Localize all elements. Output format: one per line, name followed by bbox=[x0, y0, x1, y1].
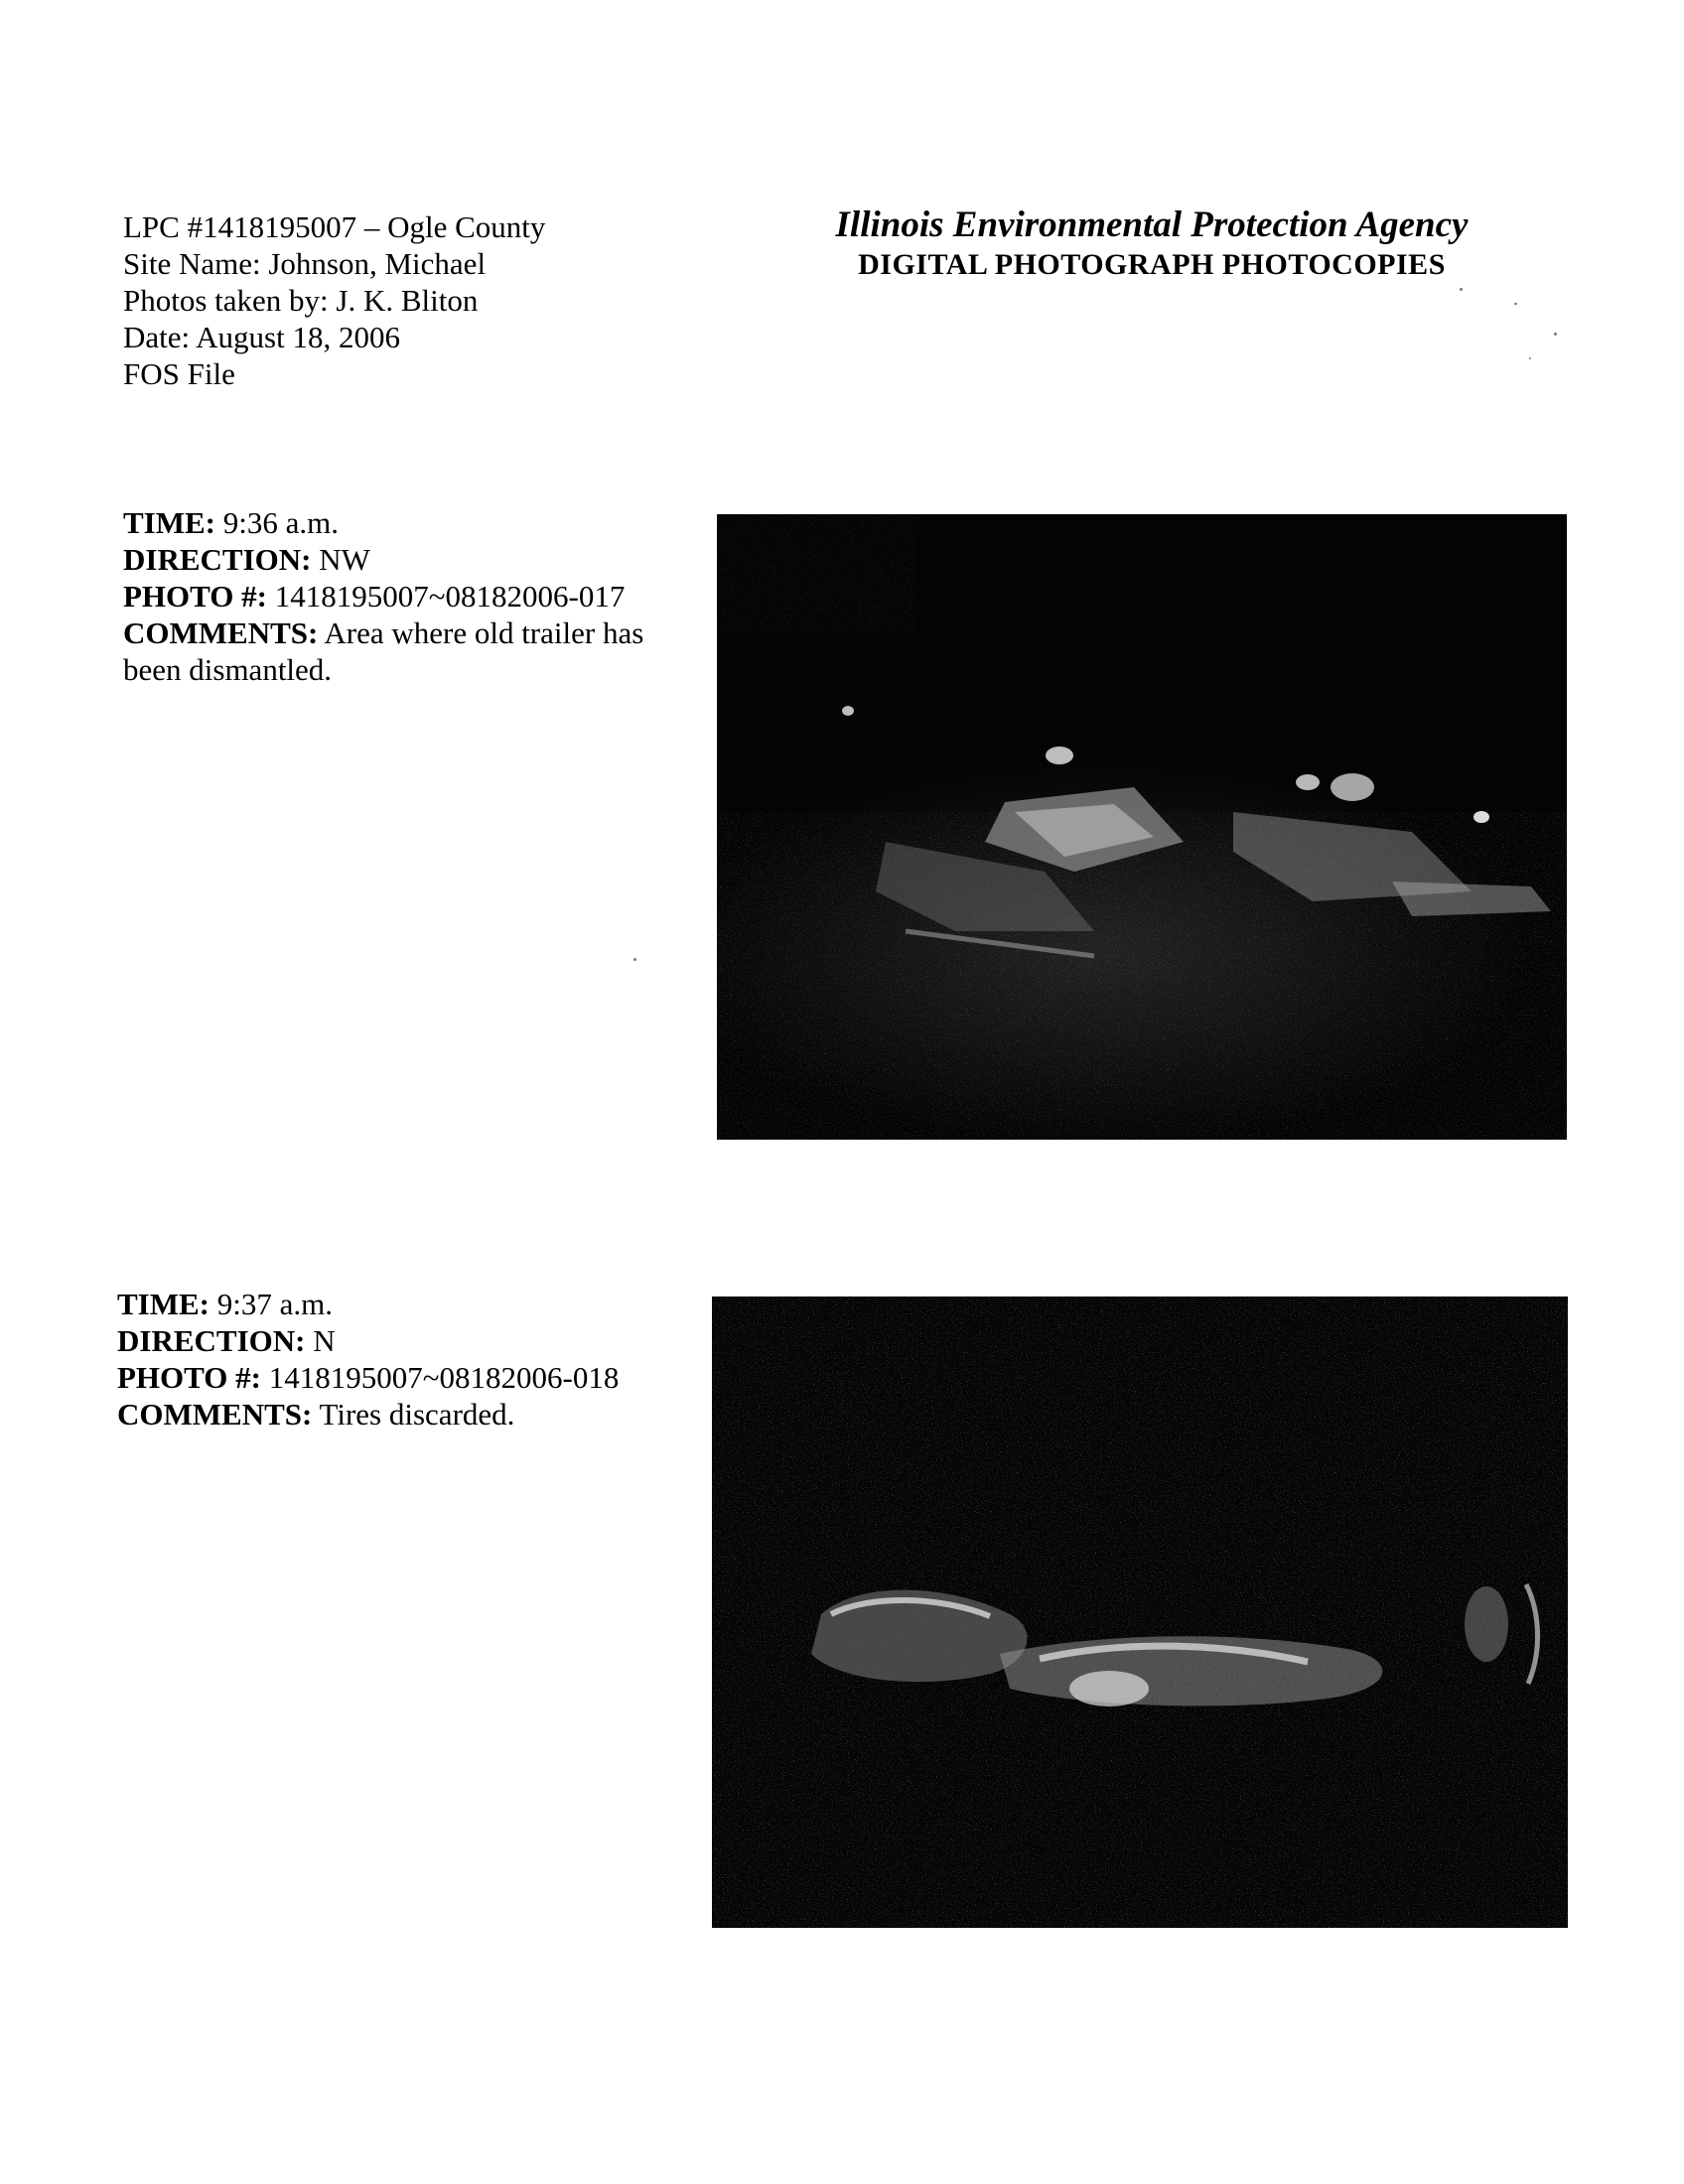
scan-speck bbox=[1529, 357, 1531, 359]
photo-discarded-tires bbox=[712, 1297, 1568, 1928]
comments-label: COMMENTS: bbox=[123, 615, 319, 650]
time-value: 9:36 a.m. bbox=[215, 505, 339, 540]
time-label: TIME: bbox=[117, 1287, 210, 1321]
scan-speck bbox=[1514, 303, 1517, 305]
photo-number-label: PHOTO #: bbox=[117, 1360, 261, 1395]
scan-speck bbox=[1460, 288, 1463, 291]
photo-trailer-area bbox=[717, 514, 1567, 1140]
date-line: Date: August 18, 2006 bbox=[123, 320, 400, 354]
direction-value: NW bbox=[311, 542, 370, 577]
lpc-line: LPC #1418195007 – Ogle County bbox=[123, 209, 546, 244]
photo-caption-1 bbox=[123, 504, 709, 688]
comments-label: COMMENTS: bbox=[117, 1397, 313, 1432]
site-info-block bbox=[123, 208, 545, 392]
photo-number-value: 1418195007~08182006-018 bbox=[260, 1360, 620, 1395]
scan-speck bbox=[1554, 333, 1557, 336]
scan-speck bbox=[633, 958, 636, 961]
photo-number-label: PHOTO #: bbox=[123, 579, 267, 614]
agency-name: Illinois Environmental Protection Agency bbox=[835, 205, 1469, 245]
document-type: DIGITAL PHOTOGRAPH PHOTOCOPIES bbox=[858, 248, 1446, 281]
direction-value: N bbox=[305, 1323, 336, 1358]
photo-number-value: 1418195007~08182006-017 bbox=[266, 579, 626, 614]
time-value: 9:37 a.m. bbox=[210, 1287, 333, 1321]
photographer-line: Photos taken by: J. K. Bliton bbox=[123, 283, 479, 318]
direction-label: DIRECTION: bbox=[123, 542, 312, 577]
file-line: FOS File bbox=[123, 356, 235, 391]
comments-value: Tires discarded. bbox=[312, 1397, 515, 1432]
comments-value: Area where old trailer has been dismantled. bbox=[123, 615, 644, 687]
site-name-line: Site Name: Johnson, Michael bbox=[123, 246, 487, 281]
time-label: TIME: bbox=[123, 505, 215, 540]
photo-caption-2 bbox=[117, 1286, 713, 1433]
agency-header bbox=[784, 204, 1519, 283]
direction-label: DIRECTION: bbox=[117, 1323, 306, 1358]
